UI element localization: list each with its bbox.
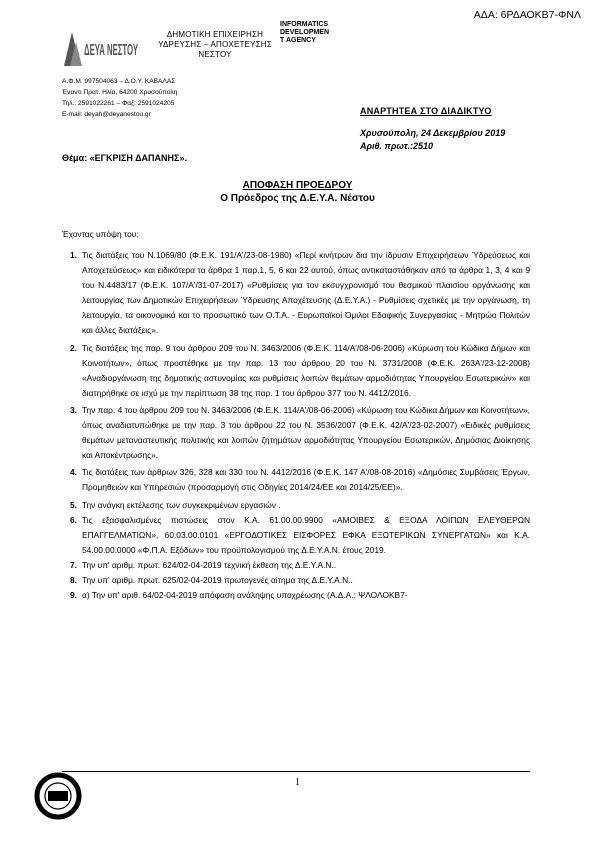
- item-text: α) Την υπ' αριθ. 64/02-04-2019 απόφαση ανάληψης υποχρέωσης (Α.Δ.Α.: ΨΛΟΛΟΚΒ7-: [82, 590, 408, 601]
- informatics-agency-stamp: [280, 21, 329, 45]
- info-line-1: INFORMATICS: [280, 21, 329, 28]
- item-number: 6.: [70, 514, 77, 525]
- date-line: Χρυσούπολη, 24 Δεκεμβρίου 2019: [360, 128, 506, 138]
- item-number: 5.: [70, 499, 77, 510]
- item-number: 3.: [70, 404, 77, 415]
- company-line-2: ΥΔΡΕΥΣΗΣ – ΑΠΟΧΕΤΕΥΣΗΣ: [158, 40, 272, 49]
- list-item: [62, 498, 530, 513]
- decision-title: ΑΠΟΦΑΣΗ ΠΡΟΕΔΡΟΥ: [242, 180, 353, 191]
- item-number: 1.: [70, 250, 77, 260]
- contact-info: [62, 76, 177, 120]
- list-item: [62, 465, 530, 495]
- date-protocol-block: [360, 127, 505, 153]
- item-number: 2.: [70, 342, 77, 353]
- item-text: Τις διατάξεις του Ν.1069/80 (Φ.Ε.Κ. 191/Α'/23-08-1980) «Περί κινήτρων δια την ίδρυσιν Επιχειρήσεων Ύδρεύσεως και Αποχετεύσεως» και ειδικότερα τα άρθρα 1 παρ.1, 5, 6 και 22 αυτού, όπως αντικαταστάθηκαν από τα άρθρα 1, 3, 4 και 9 του Ν.4483/17 (Φ.Ε.Κ. 107/Α'/31-07-2017) «Ρυθμίσεις για τον εκσυγχρονισμό του θεσμικού πλαισίου οργάνωσης και λειτουργίας των Δημοτικών Επιχειρήσεων Ύδρευσης Αποχέτευσης (Δ.Ε.Υ.Α.) - Ρυθμίσεις σχετικές με την οργάνωση, τη λειτουργία, τα οικονομικά και το προσωπικό των Ο.Τ.Α. - Ευρωπαϊκοί Όμιλοι Εδαφικής Συνεργασίας - Μητρώο Πολιτών και άλλες διατάξεις».: [82, 250, 530, 336]
- page-number: 1: [295, 777, 300, 788]
- deya-nestou-logo: [62, 28, 140, 68]
- decision-heading: [0, 179, 595, 205]
- informatics-seal-icon: [34, 772, 82, 820]
- svg-text:ΔΕΥΑ ΝΕΣΤΟΥ: ΔΕΥΑ ΝΕΣΤΟΥ: [84, 42, 139, 59]
- intro-text: Έχοντας υπόψη του:: [62, 229, 139, 239]
- list-item: [62, 573, 530, 588]
- item-text: Τις εξασφαλισμένες πιστώσεις στον Κ.Α. 61.00.00.9900 «ΑΜΟΙΒΕΣ & ΕΞΟΔΑ ΛΟΙΠΩΝ ΕΛΕΥΘΕΡΩΝ ΕΠΑΓΓΕΛΜΑΤΙΩΝ», 60.03.00.0101 «ΕΡΓΟΔΟΤΙΚΕΣ ΕΙΣΦΟΡΕΣ ΕΦΚΑ ΕΞΩΤΕΡΙΚΩΝ ΣΥΝΕΡΓΑΤΩΝ» και Κ.Α. 54.00.00.0000 «Φ.Π.Α. Εξόδων» του προϋπολογισμού της Δ.Ε.Υ.Α.Ν. έτους 2019.: [82, 514, 530, 555]
- info-line-2: DEVELOPMEN: [280, 29, 330, 36]
- company-name: [144, 30, 286, 60]
- footer-divider: [62, 771, 530, 772]
- item-number: 9.: [70, 590, 77, 601]
- contact-address: Έναντι Πρατ. Ηλία, 64200 Χρυσούπολη: [62, 89, 178, 96]
- contact-phone: Τηλ.: 2591022261 – Φαξ: 2591024205: [62, 100, 175, 107]
- company-line-1: ΔΗΜΟΤΙΚΗ ΕΠΙΧΕΙΡΗΣΗ: [166, 30, 264, 39]
- item-text: Τις διατάξεις της παρ. 9 του άρθρου 209 του Ν. 3463/2006 (Φ.Ε.Κ. 114/Α'/08-06-2006) «Κύρωση του Κώδικα Δήμων και Κοινοτήτων», όπως προστέθηκε με την παρ. 13 του άρθρου 20 του Ν. 3731/2008 (Φ.Ε.Κ. 263Α'/23-12-2008) «Αναδιοργάνωση της δημοτικής αστυνομίας και ρυθμίσεις λοιπών θεμάτων αρμοδιότητας Υπουργείου Εσωτερικών» και διατηρήθηκε σε ισχύ με την περίπτωση 38 της παρ. 1 του άρθρου 377 του Ν. 4412/2016.: [82, 342, 530, 398]
- item-number: 8.: [70, 574, 77, 585]
- company-line-3: ΝΕΣΤΟΥ: [198, 50, 232, 59]
- list-item: [62, 341, 530, 401]
- list-item: [62, 588, 530, 603]
- posting-notice: ΑΝΑΡΤΗΤΕΑ ΣΤΟ ΔΙΑΔΙΚΤΥΟ: [360, 106, 492, 116]
- protocol-line: Αριθ. πρωτ.:2510: [360, 141, 434, 151]
- contact-afm: Α.Φ.Μ. 997504063 – Δ.Ο.Υ. ΚΑΒΑΛΑΣ: [62, 78, 176, 85]
- item-number: 4.: [70, 467, 77, 478]
- info-line-3: T AGENCY: [280, 37, 316, 44]
- contact-email: E-mail: deyah@deyanestou.gr: [62, 111, 151, 118]
- subject-line: Θέμα: «ΕΓΚΡΙΣΗ ΔΑΠΑΝΗΣ».: [62, 153, 187, 163]
- decision-subtitle: Ο Πρόεδρος της Δ.Ε.Υ.Α. Νέστου: [220, 193, 375, 204]
- item-number: 7.: [70, 559, 77, 570]
- ada-code: ΑΔΑ: 6ΡΔΑΟΚΒ7-ΦΝΛ: [473, 9, 581, 21]
- item-text: Την υπ' αριθμ. πρωτ. 625/02-04-2019 πρωτογενές αίτημα της Δ.Ε.Υ.Α.Ν..: [82, 574, 353, 585]
- item-text: Την παρ. 4 του άρθρου 209 του Ν. 3463/2006 (Φ.Ε.Κ. 114/Α'/08-06-2006) «Κύρωση του Κώδικα Δήμων και Κοινοτήτων», όπως αναδιατυπώθηκε με την παρ. 3 του άρθρου 22 του Ν. 3536/2007 (Φ.Ε.Κ. 42/Α'/23-02-2007) «Ειδικές ρυθμίσεις θεμάτων μεταναστευτικής πολιτικής και λοιπών ζητημάτων αρμοδιότητας Υπουργείου Εσωτερικών, Δημόσιας Διοίκησης και Αποκέντρωσης».: [82, 404, 530, 461]
- list-item: [62, 403, 530, 463]
- list-item: [62, 558, 530, 573]
- item-text: Την ανάγκη εκτέλεσης των συγκεκριμένων εργασιών .: [82, 499, 281, 510]
- item-text: Τις διατάξεις των άρθρων 326, 328 και 330 του Ν. 4412/2016 (Φ.Ε.Κ. 147 Α'/08-08-2016) «Δημόσιες Συμβάσεις Έργων, Προμηθειών και Υπηρεσιών (προσαρμογή στις Οδηγίες 2014/24/ΕΕ και 2014/25/ΕΕ)».: [82, 467, 530, 493]
- item-text: Την υπ' αριθμ. πρωτ. 624/02-04-2019 τεχνική έκθεση της Δ.Ε.Υ.Α.Ν..: [82, 559, 337, 570]
- list-item: [62, 513, 530, 558]
- considerations-list: [62, 248, 530, 603]
- list-item: [62, 248, 530, 339]
